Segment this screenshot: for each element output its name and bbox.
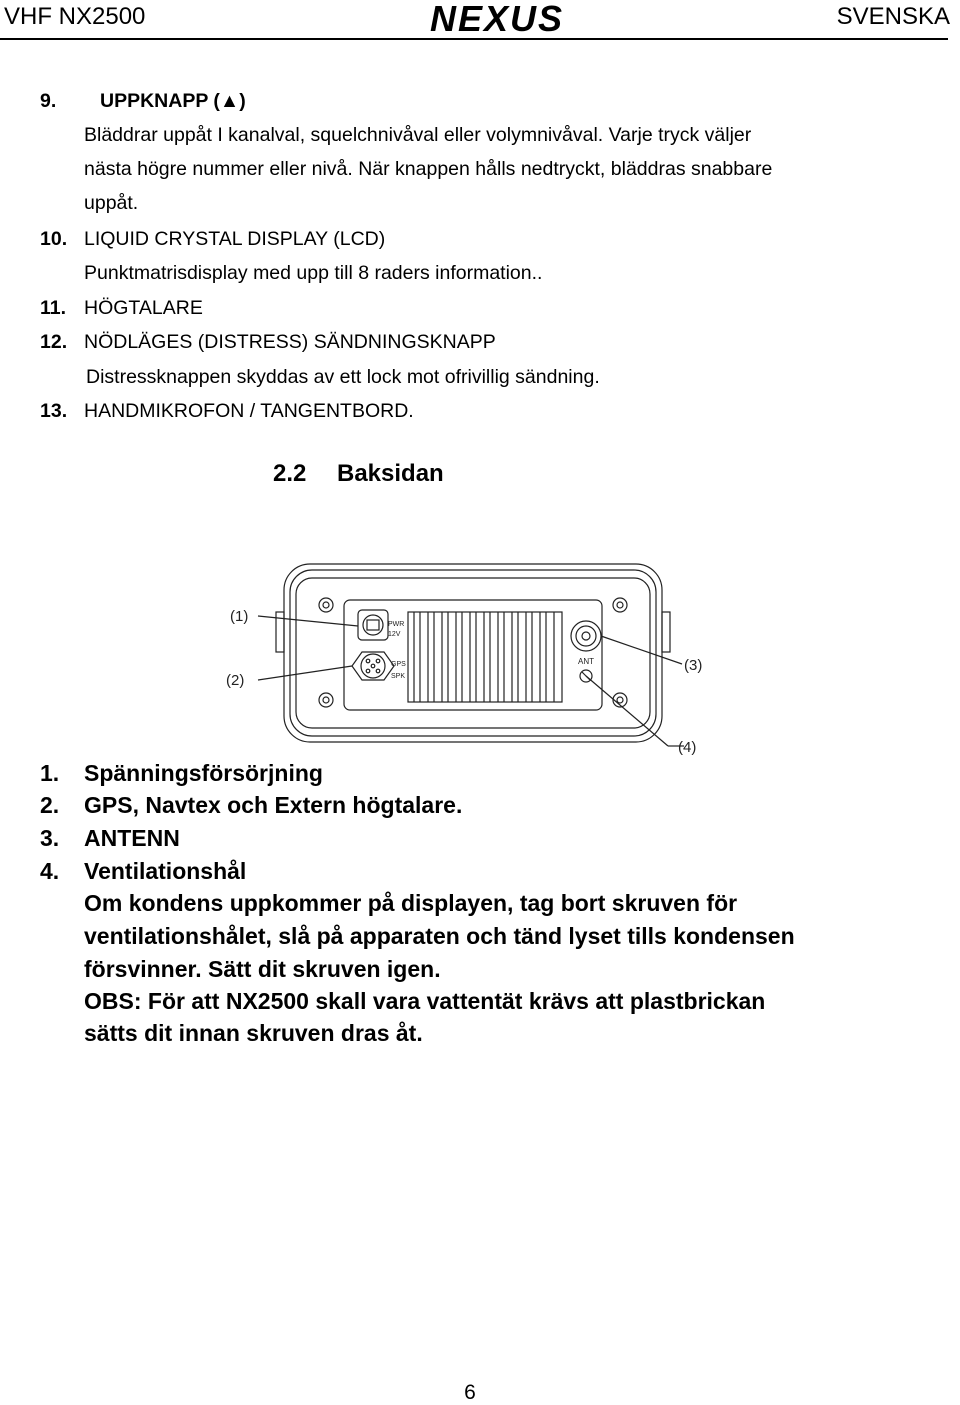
section-heading-title: Baksidan: [337, 460, 444, 487]
section-9-line-3: uppåt.: [84, 192, 139, 214]
note-line-2: ventilationshålet, slå på apparaten och tänd lyset tills kondensen: [84, 923, 795, 949]
list-item: 3. ANTENN: [40, 825, 180, 851]
page-number: 6: [464, 1381, 476, 1404]
section-10-desc: Punktmatrisdisplay med upp till 8 raders information..: [84, 262, 543, 284]
svg-text:NEXUS: NEXUS: [429, 1, 565, 37]
gps-label: GPS: [391, 661, 406, 668]
section-12-title: 12. NÖDLÄGES (DISTRESS) SÄNDNINGSKNAPP: [40, 331, 496, 353]
callout-3: (3): [684, 657, 703, 674]
header-rule: [0, 38, 948, 40]
callout-1: (1): [230, 608, 249, 625]
nexus-logo: [382, 1, 612, 37]
list-item: 4. Ventilationshål: [40, 858, 247, 884]
section-10-title: 10. LIQUID CRYSTAL DISPLAY (LCD): [40, 228, 386, 250]
model-name: VHF NX2500: [4, 3, 146, 30]
spk-label: SPK: [391, 673, 406, 680]
note-line-3: försvinner. Sätt dit skruven igen.: [84, 956, 441, 982]
note-line-4: OBS: För att NX2500 skall vara vattentät krävs att plastbrickan: [84, 988, 766, 1014]
page-header: [0, 0, 960, 40]
section-13-title: 13. HANDMIKROFON / TANGENTBORD.: [40, 400, 414, 422]
section-heading-number: 2.2: [273, 460, 307, 487]
section-9-line-2: nästa högre nummer eller nivå. När knappen hålls nedtryckt, bläddras snabbare: [84, 158, 773, 180]
section-9-line-1: Bläddrar uppåt I kanalval, squelchnivåval eller volymnivåval. Varje tryck väljer: [84, 124, 752, 146]
section-12-desc: Distressknappen skyddas av ett lock mot ofrivillig sändning.: [86, 366, 600, 388]
callout-4: (4): [678, 739, 697, 756]
ant-label: ANT: [578, 657, 594, 666]
callout-2: (2): [226, 672, 245, 689]
list-item: 1. Spänningsförsörjning: [40, 760, 323, 786]
section-9-title: 9. UPPKNAPP (▲): [40, 90, 246, 112]
rear-panel-diagram: [222, 560, 722, 760]
pwr-label: PWR: [388, 621, 405, 628]
note-line-5: sätts dit innan skruven dras åt.: [84, 1020, 423, 1046]
note-line-1: Om kondens uppkommer på displayen, tag bort skruven för: [84, 890, 738, 916]
language-label: SVENSKA: [836, 3, 950, 30]
section-11-title: 11. HÖGTALARE: [40, 297, 203, 319]
list-item: 2. GPS, Navtex och Extern högtalare.: [40, 792, 463, 818]
12v-label: 12V: [388, 631, 401, 638]
